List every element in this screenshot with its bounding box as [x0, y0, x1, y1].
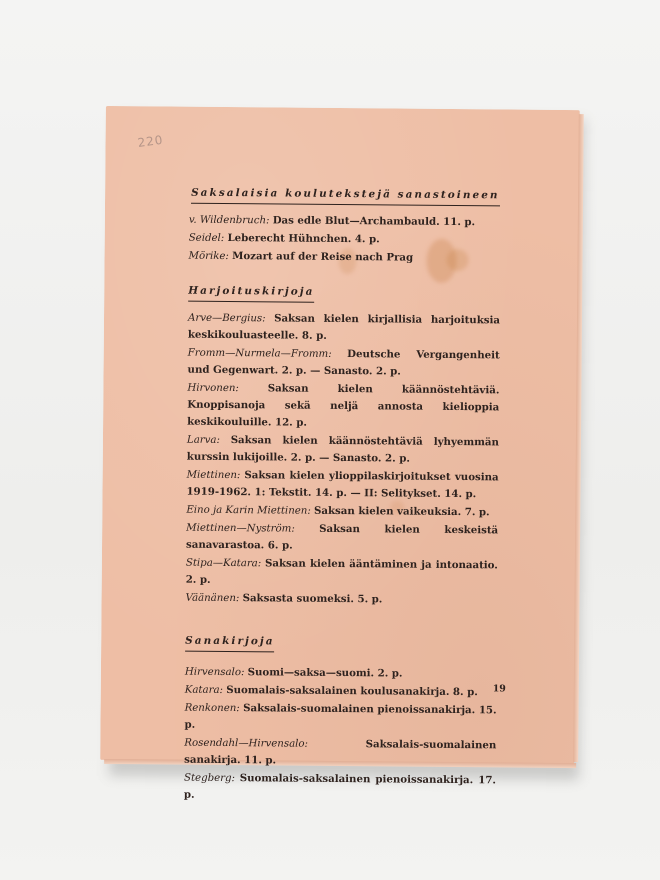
- book-entry: [189, 212, 501, 232]
- book-title: Saksan kielen käännöstehtäviä. Knoppisanoja sekä neljä annosta kielioppia keskikouluille. 12. p.: [187, 382, 500, 429]
- author: Väänänen:: [185, 592, 240, 605]
- author: Stipa—Katara:: [185, 557, 262, 570]
- author: Miettinen:: [186, 469, 241, 482]
- book-entry: [187, 345, 499, 382]
- pencil-annotation: 220: [136, 132, 165, 150]
- author: Eino ja Karin Miettinen:: [186, 504, 311, 517]
- book-entry: [187, 380, 499, 434]
- book-title: Saksalais-suomalainen sanakirja. 11. p.: [184, 738, 497, 767]
- book-entry: [184, 770, 496, 807]
- book-entry: [188, 310, 500, 347]
- book-title: Saksan kielen ylioppilaskirjoitukset vuosina 1919-1962. 1: Tekstit. 14. p. — II: Selitykset. 14. p.: [186, 469, 499, 501]
- book-title: Das edle Blut—Archambauld. 11. p.: [272, 214, 476, 229]
- entry-list: [185, 310, 500, 610]
- author: Rosendahl—Hirvensalo:: [184, 737, 309, 750]
- book-title: Saksan kielen vaikeuksia. 7. p.: [314, 504, 490, 519]
- book-title: Saksan kielen kirjallisia harjoituksia keskikouluasteelle. 8. p.: [187, 312, 501, 342]
- section-school-texts: [188, 185, 501, 268]
- book-entry: [187, 432, 499, 469]
- book-back-cover: [100, 106, 580, 801]
- author: Katara:: [184, 684, 224, 696]
- book-entry: [185, 664, 497, 684]
- book-title: Suomi—saksa—suomi. 2. p.: [247, 666, 403, 680]
- book-entry: [186, 467, 498, 504]
- section-heading: Saksalaisia koulutekstejä sanastoineen: [191, 185, 500, 207]
- section-heading: Harjoituskirjoja: [188, 283, 314, 303]
- author: Seidel:: [188, 232, 225, 244]
- book-title: Deutsche Vergangenheit und Gegenwart. 2. p. — Sanasto. 2. p.: [187, 348, 500, 378]
- book-title: Mozart auf der Reise nach Prag: [232, 250, 414, 264]
- author: Miettinen—Nyström:: [186, 522, 295, 535]
- book-title: Suomalais-saksalainen pienoissanakirja. 17. p.: [183, 772, 497, 801]
- entry-list: [184, 664, 497, 807]
- book-title: Saksasta suomeksi. 5. p.: [242, 592, 383, 606]
- section-heading: Sanakirjoja: [185, 633, 275, 653]
- book-entry: [186, 502, 498, 522]
- book-entry: [189, 230, 501, 250]
- book-title: Saksan kielen keskeistä sanavarastoa. 6. p.: [185, 522, 499, 552]
- book-entry: [184, 735, 496, 772]
- author: Stegberg:: [183, 772, 236, 785]
- book-title: Saksan kielen käännöstehtäviä lyhyemmän kurssin lukijoille. 2. p. — Sanasto. 2. p.: [186, 434, 499, 465]
- author: Arve—Bergius:: [187, 312, 266, 325]
- book-entry: [186, 520, 498, 557]
- book-title: Suomalais-saksalainen koulusanakirja. 8. p.: [226, 684, 478, 699]
- book-entry: [186, 555, 498, 592]
- author: v. Wildenbruch:: [188, 214, 270, 227]
- section-exercise-books: [185, 283, 500, 610]
- section-dictionaries: [184, 633, 497, 807]
- book-list: [184, 173, 502, 808]
- author: Mörike:: [188, 250, 229, 263]
- book-entry: [185, 682, 497, 702]
- author: Hirvonen:: [187, 382, 239, 395]
- author: Renkonen:: [184, 702, 240, 715]
- book-entry: [188, 248, 500, 268]
- book-entry: [184, 700, 496, 737]
- page-number: 19: [492, 683, 506, 695]
- author: Larva:: [186, 434, 220, 446]
- book-title: Saksan kielen ääntäminen ja intonaatio. 2. p.: [185, 557, 498, 586]
- author: Fromm—Nurmela—Fromm:: [187, 347, 332, 360]
- book-title: Saksalais-suomalainen pienoissanakirja. 15. p.: [184, 702, 497, 731]
- book-title: Leberecht Hühnchen. 4. p.: [227, 232, 380, 246]
- book-entry: [185, 590, 497, 610]
- entry-list: [188, 212, 500, 268]
- author: Hirvensalo:: [184, 666, 245, 679]
